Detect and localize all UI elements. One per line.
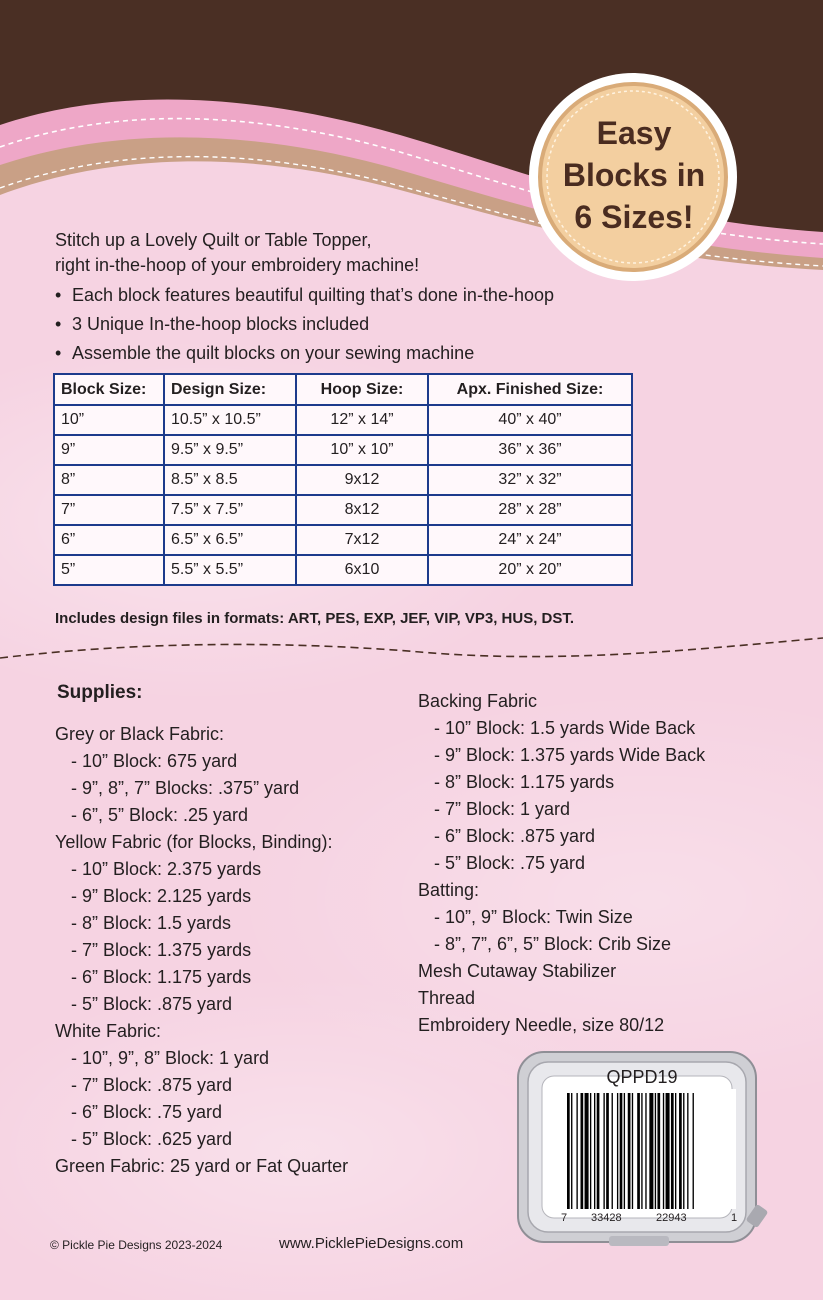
website-link[interactable]: www.PicklePieDesigns.com — [279, 1235, 464, 1252]
barcode-bar — [617, 1093, 618, 1209]
table-cell: 5” — [54, 555, 164, 585]
table-cell: 8” — [54, 465, 164, 495]
table-row — [54, 495, 632, 525]
intro-line-2: right in-the-hoop of your embroidery machine! — [55, 255, 420, 275]
table-cell: 32” x 32” — [428, 465, 632, 495]
barcode-bar — [655, 1093, 656, 1209]
list-item: - 10”, 9”, 8” Block: 1 yard — [71, 1048, 270, 1068]
list-item: - 6”, 5” Block: .25 yard — [71, 805, 249, 825]
barcode-bar — [671, 1093, 674, 1209]
barcode-bar — [679, 1093, 682, 1209]
supplies-heading: Supplies: — [57, 682, 143, 703]
supplies-list-right — [418, 688, 705, 1039]
table-cell: 9.5” x 9.5” — [164, 435, 296, 465]
list-item: - 6” Block: .75 yard — [71, 1102, 223, 1122]
list-item: Mesh Cutaway Stabilizer — [418, 961, 617, 981]
table-cell: 7x12 — [296, 525, 428, 555]
list-item: - 7” Block: 1 yard — [434, 799, 571, 819]
barcode-bar — [576, 1093, 577, 1209]
table-cell: 28” x 28” — [428, 495, 632, 525]
feature-item: • 3 Unique In-the-hoop blocks included — [55, 314, 370, 334]
barcode-digit-group: 1 — [731, 1212, 738, 1224]
table-cell: 10.5” x 10.5” — [164, 405, 296, 435]
barcode-bar — [687, 1093, 688, 1209]
barcode-bar — [606, 1093, 609, 1209]
list-item: - 10” Block: 2.375 yards — [71, 859, 262, 879]
badge-line-1: Easy — [596, 115, 672, 151]
table-row — [54, 555, 632, 585]
intro-line-1: Stitch up a Lovely Quilt or Table Topper, — [55, 230, 372, 250]
barcode-digit-group: 22943 — [656, 1212, 687, 1224]
barcode-bar — [641, 1093, 642, 1209]
barcode-bar — [603, 1093, 604, 1209]
table-cell: 7” — [54, 495, 164, 525]
file-formats-note: Includes design files in formats: ART, PES, EXP, JEF, VIP, VP3, HUS, DST. — [55, 610, 575, 627]
header-block-size: Block Size: — [54, 374, 164, 405]
supplies-list-left — [55, 721, 348, 1180]
list-item: - 8” Block: 1.5 yards — [71, 913, 232, 933]
product-sku: QPPD19 — [606, 1067, 678, 1087]
copyright-text: © Pickle Pie Designs 2023-2024 — [50, 1238, 223, 1252]
barcode-bar — [683, 1093, 684, 1209]
list-item: Yellow Fabric (for Blocks, Binding): — [55, 832, 333, 852]
barcode-bar — [645, 1093, 646, 1209]
barcode-bar — [666, 1093, 670, 1209]
table-cell: 36” x 36” — [428, 435, 632, 465]
bullet-icon: • — [55, 314, 62, 334]
list-item: - 9” Block: 2.125 yards — [71, 886, 252, 906]
table-header-row — [54, 374, 632, 405]
barcode-digit-group: 33428 — [591, 1212, 622, 1224]
feature-list — [55, 284, 554, 371]
badge-line-2: Blocks in — [562, 157, 706, 193]
barcode-bar — [585, 1093, 589, 1209]
table-cell: 8.5” x 8.5 — [164, 465, 296, 495]
barcode-bar — [649, 1093, 653, 1209]
table-cell: 6x10 — [296, 555, 428, 585]
barcode-bar — [628, 1093, 631, 1209]
barcode-bar — [594, 1093, 595, 1209]
badge-text — [541, 112, 727, 238]
list-item: - 8”, 7”, 6”, 5” Block: Crib Size — [434, 934, 672, 954]
bullet-icon: • — [55, 285, 62, 305]
list-item: Thread — [418, 988, 476, 1008]
list-item: - 10” Block: 675 yard — [71, 751, 238, 771]
list-item: Embroidery Needle, size 80/12 — [418, 1015, 665, 1035]
table-cell: 8x12 — [296, 495, 428, 525]
intro-text — [55, 228, 419, 278]
table-cell: 6.5” x 6.5” — [164, 525, 296, 555]
barcode-bar — [657, 1093, 660, 1209]
header-finished-size: Apx. Finished Size: — [428, 374, 632, 405]
barcode-bar — [571, 1093, 572, 1209]
table-row — [54, 435, 632, 465]
table-cell: 9x12 — [296, 465, 428, 495]
table-row — [54, 465, 632, 495]
barcode — [561, 1089, 736, 1209]
table-row — [54, 525, 632, 555]
barcode-bar — [597, 1093, 600, 1209]
list-item: - 5” Block: .875 yard — [71, 994, 233, 1014]
bullet-icon: • — [55, 343, 62, 363]
list-item: Batting: — [418, 880, 480, 900]
stitch-divider — [0, 630, 823, 670]
barcode-bar — [693, 1093, 694, 1209]
list-item: - 10”, 9” Block: Twin Size — [434, 907, 633, 927]
barcode-bar — [663, 1093, 664, 1209]
badge-line-3: 6 Sizes! — [574, 199, 694, 235]
list-item: - 9”, 8”, 7” Blocks: .375” yard — [71, 778, 300, 798]
list-item: Green Fabric: 25 yard or Fat Quarter — [55, 1156, 349, 1176]
feature-item: • Assemble the quilt blocks on your sewing machine — [55, 343, 475, 363]
table-cell: 24” x 24” — [428, 525, 632, 555]
list-item: - 7” Block: 1.375 yards — [71, 940, 252, 960]
barcode-bar — [675, 1093, 676, 1209]
list-item: - 10” Block: 1.5 yards Wide Back — [434, 718, 696, 738]
list-item: - 6” Block: 1.175 yards — [71, 967, 252, 987]
list-item: - 7” Block: .875 yard — [71, 1075, 233, 1095]
table-cell: 6” — [54, 525, 164, 555]
barcode-bar — [590, 1093, 591, 1209]
table-cell: 10” — [54, 405, 164, 435]
list-item: Backing Fabric — [418, 691, 538, 711]
feature-item: • Each block features beautiful quilting that’s done in-the-hoop — [55, 285, 554, 305]
barcode-bar — [632, 1093, 633, 1209]
table-cell: 12” x 14” — [296, 405, 428, 435]
list-item: - 8” Block: 1.175 yards — [434, 772, 615, 792]
barcode-digit-group: 7 — [561, 1212, 568, 1224]
list-item: - 5” Block: .625 yard — [71, 1129, 233, 1149]
barcode-bar — [637, 1093, 640, 1209]
list-item: - 9” Block: 1.375 yards Wide Back — [434, 745, 706, 765]
barcode-bar — [624, 1093, 625, 1209]
header-hoop-size: Hoop Size: — [296, 374, 428, 405]
barcode-bar — [567, 1093, 570, 1209]
barcode-bar — [581, 1093, 584, 1209]
barcode-bar — [620, 1093, 623, 1209]
table-cell: 9” — [54, 435, 164, 465]
list-item: White Fabric: — [55, 1021, 162, 1041]
table-cell: 20” x 20” — [428, 555, 632, 585]
table-cell: 40” x 40” — [428, 405, 632, 435]
list-item: - 5” Block: .75 yard — [434, 853, 586, 873]
size-table — [53, 373, 633, 586]
table-cell: 10” x 10” — [296, 435, 428, 465]
header-design-size: Design Size: — [164, 374, 296, 405]
table-cell: 5.5” x 5.5” — [164, 555, 296, 585]
list-item: - 6” Block: .875 yard — [434, 826, 596, 846]
table-row — [54, 405, 632, 435]
table-cell: 7.5” x 7.5” — [164, 495, 296, 525]
barcode-bar — [612, 1093, 613, 1209]
list-item: Grey or Black Fabric: — [55, 724, 225, 744]
